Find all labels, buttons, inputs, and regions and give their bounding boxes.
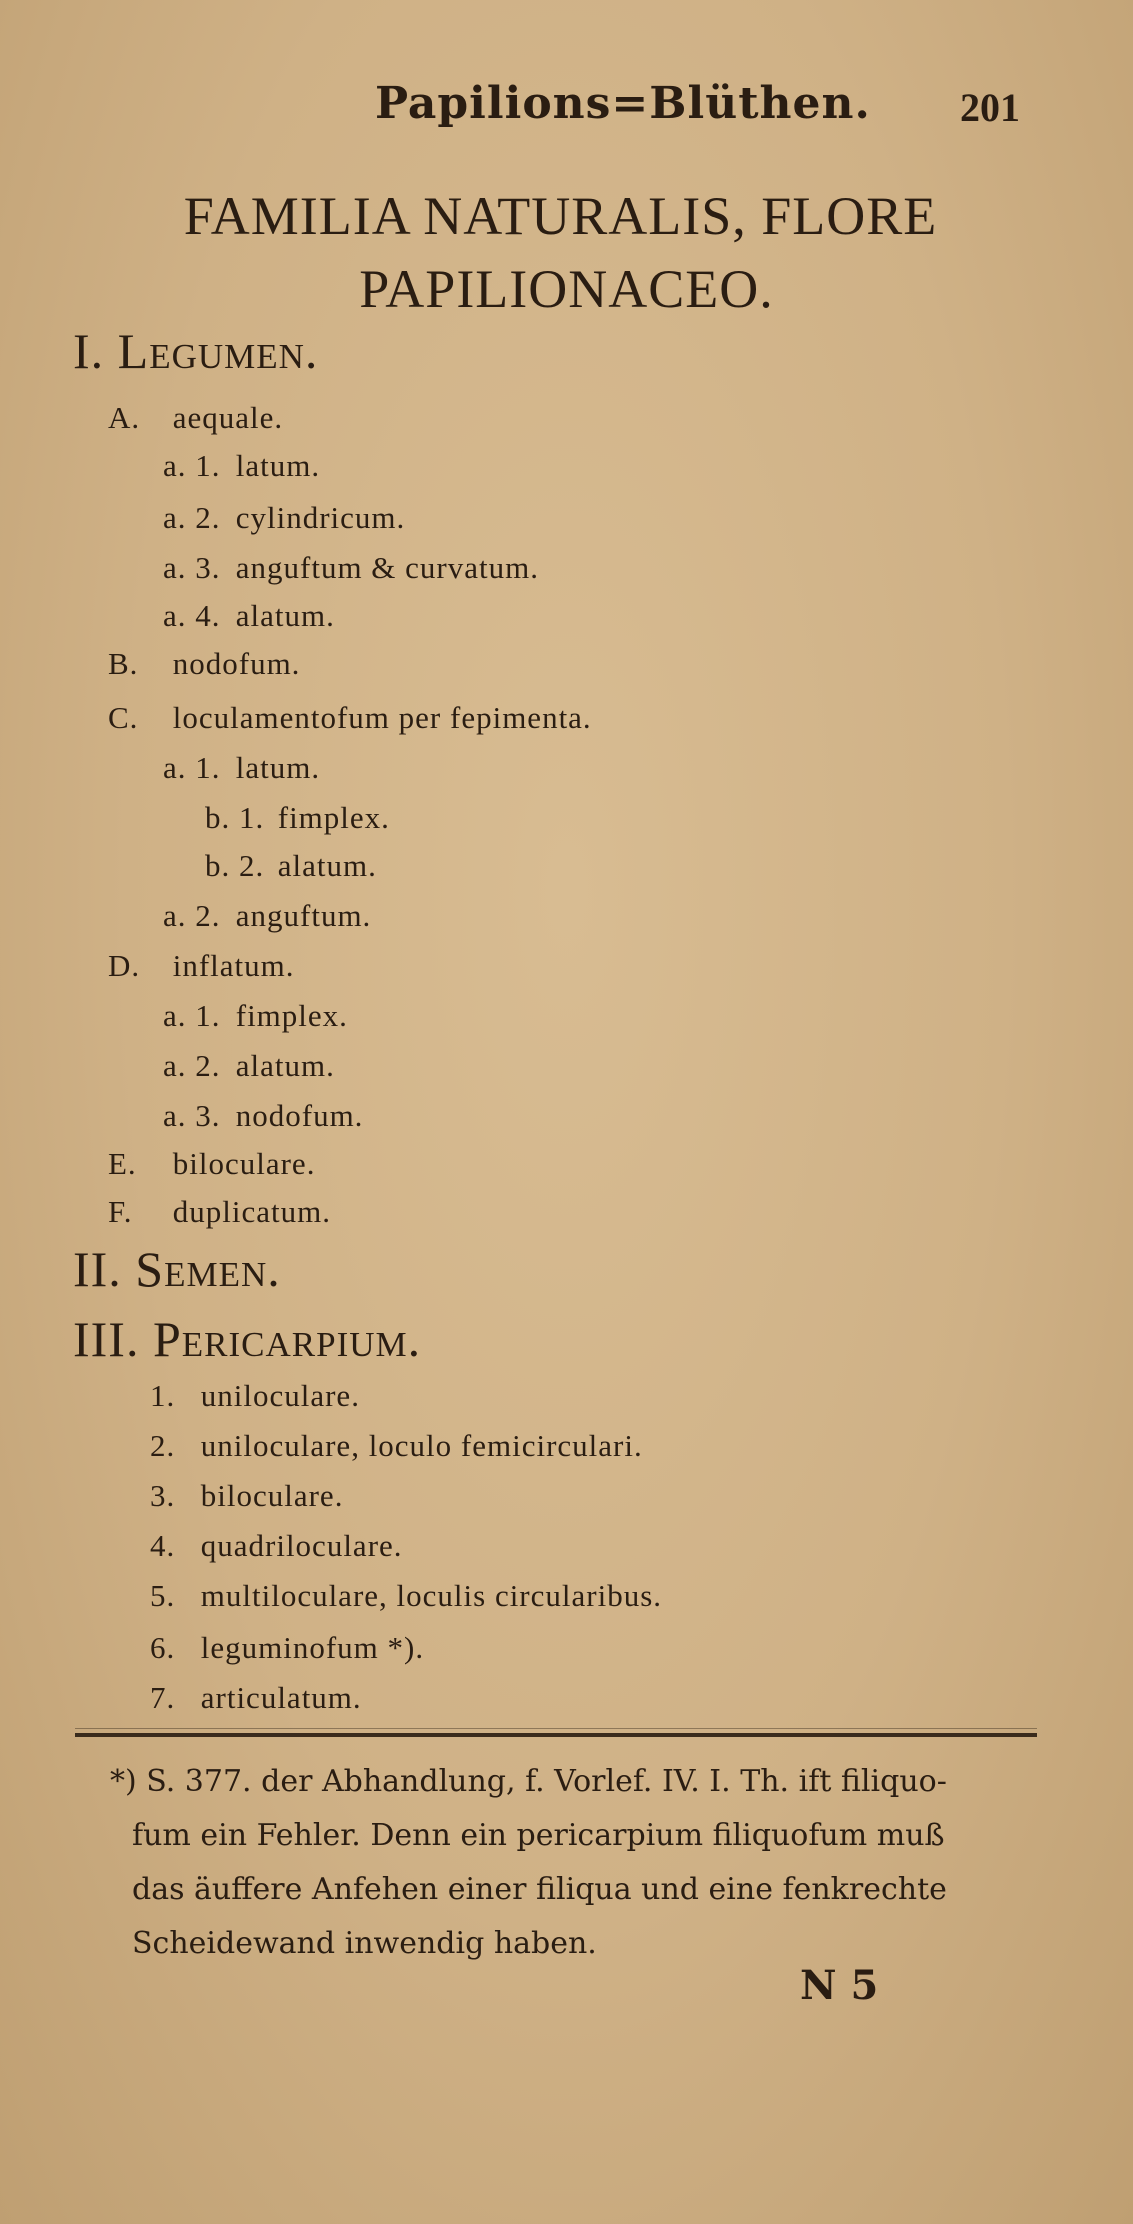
item-number: a. 3.	[163, 550, 221, 585]
footnote-line: *) S. 377. der Abhandlung, f. Vorlef. IV. I. Th. ift filiquo-	[110, 1764, 947, 1799]
section-legumen: I. Legumen.	[73, 323, 319, 379]
item-text: latum.	[235, 448, 321, 483]
item-text: articulatum.	[200, 1680, 362, 1715]
title-line-1: FAMILIA NATURALIS, FLORE	[183, 186, 938, 246]
footnote-rule-thin	[75, 1728, 1037, 1729]
item-text: anguftum & curvatum.	[235, 550, 539, 585]
item-text: biloculare.	[172, 1146, 316, 1181]
footnote-line: Scheidewand inwendig haben.	[132, 1926, 597, 1961]
list-item	[108, 400, 283, 436]
list-item	[163, 500, 405, 536]
list-item	[205, 848, 377, 884]
item-text: cylindricum.	[235, 500, 406, 535]
item-number: D.	[108, 948, 141, 983]
list-item	[163, 898, 371, 934]
item-text: inflatum.	[172, 948, 295, 983]
item-text: fimplex.	[277, 800, 390, 835]
list-item	[150, 1428, 643, 1464]
list-item	[163, 598, 335, 634]
list-item	[150, 1478, 343, 1514]
item-number: a. 1.	[163, 750, 221, 785]
item-text: multiloculare, loculis circularibus.	[200, 1578, 663, 1613]
item-number: b. 2.	[205, 848, 265, 883]
item-number: 5.	[150, 1578, 176, 1613]
item-text: loculamentofum per fepimenta.	[172, 700, 592, 735]
footnote-line: fum ein Fehler. Denn ein pericarpium filiquofum muß	[132, 1818, 945, 1853]
item-number: a. 1.	[163, 448, 221, 483]
item-text: biloculare.	[200, 1478, 344, 1513]
item-number: 4.	[150, 1528, 176, 1563]
item-text: quadriloculare.	[200, 1528, 403, 1563]
item-text: alatum.	[235, 598, 335, 633]
list-item	[163, 448, 320, 484]
list-item	[163, 550, 539, 586]
section-semen: II. Semen.	[73, 1241, 281, 1297]
title-line-2: PAPILIONACEO.	[359, 259, 774, 319]
footnote-line: das äuffere Anfehen einer filiqua und eine fenkrechte	[132, 1872, 947, 1907]
item-text: nodofum.	[235, 1098, 364, 1133]
item-text: anguftum.	[235, 898, 372, 933]
item-number: C.	[108, 700, 139, 735]
list-item	[108, 700, 592, 736]
list-item	[150, 1680, 362, 1716]
item-text: alatum.	[235, 1048, 335, 1083]
item-number: 6.	[150, 1630, 176, 1665]
item-text: alatum.	[277, 848, 377, 883]
item-number: a. 2.	[163, 1048, 221, 1083]
item-number: B.	[108, 646, 139, 681]
item-number: 1.	[150, 1378, 176, 1413]
item-number: a. 3.	[163, 1098, 221, 1133]
page-number: 201	[960, 85, 1020, 130]
item-number: F.	[108, 1194, 133, 1229]
list-item	[150, 1630, 424, 1666]
item-text: fimplex.	[235, 998, 348, 1033]
list-item	[108, 646, 300, 682]
item-text: aequale.	[172, 400, 284, 435]
item-number: 3.	[150, 1478, 176, 1513]
page-header	[0, 78, 1133, 138]
item-text: uniloculare.	[200, 1378, 360, 1413]
item-number: a. 2.	[163, 500, 221, 535]
item-number: 2.	[150, 1428, 176, 1463]
item-number: 7.	[150, 1680, 176, 1715]
list-item	[163, 1048, 335, 1084]
section-pericarpium: III. Pericarpium.	[73, 1311, 422, 1367]
list-item	[163, 1098, 363, 1134]
item-number: a. 2.	[163, 898, 221, 933]
list-item	[150, 1528, 403, 1564]
footnote-rule	[75, 1733, 1037, 1737]
item-number: a. 1.	[163, 998, 221, 1033]
item-number: A.	[108, 400, 141, 435]
running-head: Papilions=Blüthen.	[375, 78, 871, 129]
list-item	[163, 750, 320, 786]
list-item	[150, 1578, 662, 1614]
item-text: uniloculare, loculo femicirculari.	[200, 1428, 643, 1463]
item-number: a. 4.	[163, 598, 221, 633]
item-text: leguminofum *).	[200, 1630, 425, 1665]
list-item	[108, 1146, 315, 1182]
list-item	[150, 1378, 360, 1414]
list-item	[205, 800, 390, 836]
list-item	[108, 948, 295, 984]
list-item	[108, 1194, 331, 1230]
list-item	[163, 998, 348, 1034]
item-text: duplicatum.	[172, 1194, 331, 1229]
footnote	[110, 1755, 1040, 1971]
item-number: E.	[108, 1146, 137, 1181]
item-text: nodofum.	[172, 646, 301, 681]
printer-signature: N 5	[800, 1962, 879, 2009]
item-number: b. 1.	[205, 800, 265, 835]
item-text: latum.	[235, 750, 321, 785]
